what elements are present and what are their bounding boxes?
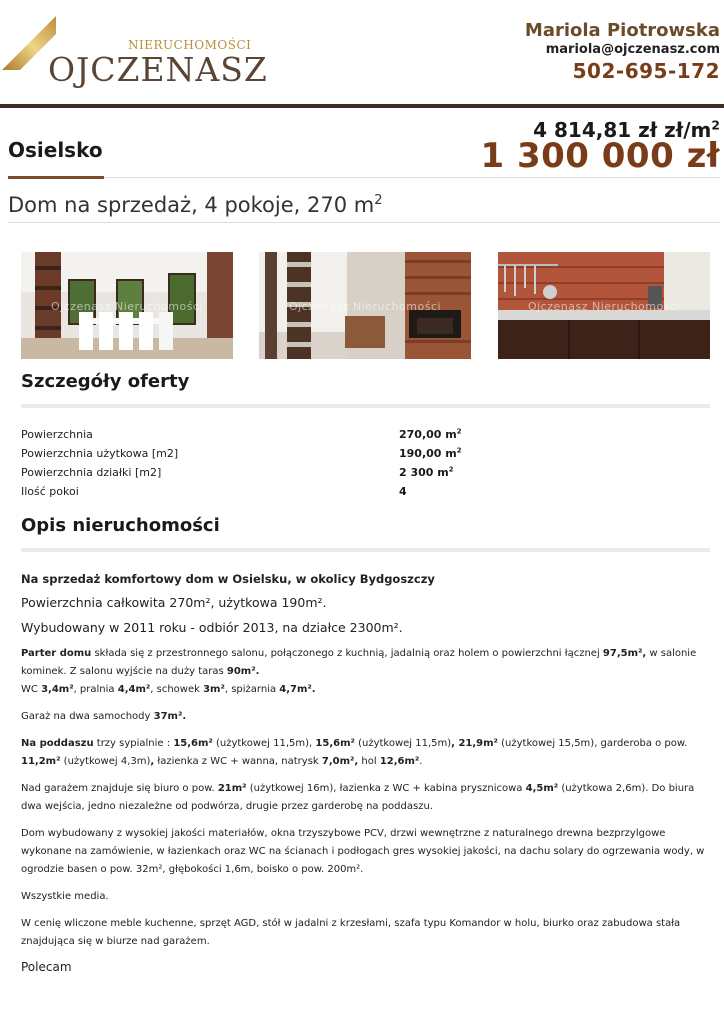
- text-run: hol: [358, 756, 380, 767]
- text-run: (użytkowej 15,5m), garderoba o pow.: [497, 738, 688, 749]
- detail-value-text: 190,00 m: [399, 447, 457, 460]
- detail-row-rooms: [21, 483, 710, 502]
- detail-value-exponent: 2: [448, 465, 454, 474]
- description-furniture: W cenię wliczone meble kuchenne, sprzęt AGD, stół w jadalni z krzesłami, szafa typu Komandor w holu, biurko oraz zabudowa stała znajdująca się w biurze nad garażem.: [21, 918, 681, 947]
- listing-subtitle: [8, 193, 383, 217]
- logo-title: OJCZENASZ: [48, 50, 268, 89]
- description-lead: Na sprzedaż komfortowy dom w Osielsku, w okolicy Bydgoszczy: [21, 572, 435, 586]
- text-run-bold: 4,7m².: [279, 684, 316, 695]
- text-run-bold: , 21,9m²: [451, 738, 498, 749]
- listing-city: Osielsko: [8, 138, 103, 162]
- photo-watermark: Ojczenasz Nieruchomości: [527, 300, 681, 313]
- photo-watermark: Ojczenasz Nieruchomości: [50, 300, 204, 313]
- detail-value-text: 4: [399, 485, 407, 498]
- listing-subtitle-text: Dom na sprzedaż, 4 pokoje, 270 m: [8, 193, 375, 217]
- city-underline: [8, 176, 104, 179]
- text-run: łazienka z WC + wanna, natrysk: [154, 756, 322, 767]
- garage-area: 37m².: [153, 711, 187, 722]
- photo-dining-room[interactable]: [21, 252, 233, 359]
- text-run-bold: 7,0m²: [321, 756, 355, 767]
- details-table: [21, 426, 710, 502]
- ground-floor-area: 97,5m²,: [602, 648, 647, 659]
- text-run-bold: ,: [354, 756, 359, 767]
- agent-name: Mariola Piotrowska: [524, 20, 720, 41]
- detail-row-plot-area: [21, 464, 710, 483]
- agent-contact: [525, 20, 720, 84]
- detail-value: [399, 447, 462, 460]
- text-run-bold: 12,6m²: [379, 756, 420, 767]
- logo-subtitle: NIERUCHOMOŚCI: [128, 38, 252, 52]
- description-closing: Polecam: [21, 960, 72, 974]
- detail-row-area: [21, 426, 710, 445]
- agent-email-link[interactable]: mariola@ojczenasz.com: [545, 42, 720, 57]
- detail-value: [399, 466, 454, 479]
- text-run: (użytkowej 16m), łazienka z WC + kabina prysznicowa: [246, 783, 526, 794]
- header-divider: [0, 104, 724, 108]
- description-built-line: Wybudowany w 2011 roku - odbiór 2013, na działce 2300m².: [21, 620, 403, 635]
- description-ground-floor: [21, 645, 713, 681]
- text-run: , spiżarnia: [224, 684, 280, 695]
- description-utility-rooms: [21, 681, 713, 699]
- description-materials: Dom wybudowany z wysokiej jakości materiałów, okna trzyszybowe PCV, drzwi wewnętrzne z naturalnego drewna bezprzylgowe wykonane na zamówienie, w łazienkach oraz WC na ścianach i podłogach gres wysokiej jakości, na dachu solary do ogrzewania wody, w ogrodzie basen o pow. 32m², głębokości 1,6m, boisko o pow. 200m².: [21, 828, 705, 875]
- detail-value-text: 270,00 m: [399, 428, 457, 441]
- text-run: (użytkowa 2,6m). Do biura dwa wejścia, jedno niezależne od podwórza, drugie przez garderobę na poddaszu.: [21, 783, 695, 812]
- description-media: Wszystkie media.: [21, 891, 109, 902]
- detail-value: [399, 428, 462, 441]
- agent-phone-link[interactable]: 502-695-172: [572, 59, 720, 83]
- text-run: Nad garażem znajduje się biuro o pow.: [21, 783, 218, 794]
- text-run: .: [419, 756, 423, 767]
- text-run-bold: 3,4m²: [41, 684, 74, 695]
- city-divider: [104, 177, 720, 178]
- detail-row-usable-area: [21, 445, 710, 464]
- listing-price: 1 300 000 zł: [480, 136, 720, 176]
- text-run-bold: 4,4m²: [117, 684, 151, 695]
- text-run: (użytkowej 11,5m): [354, 738, 452, 749]
- listing-subtitle-exponent: 2: [374, 193, 383, 208]
- details-section-divider: [21, 404, 710, 408]
- description-body: [21, 572, 713, 974]
- attic-heading: Na poddaszu: [21, 738, 94, 749]
- description-attic: [21, 735, 713, 771]
- text-run: , schowek: [150, 684, 204, 695]
- text-run: WC: [21, 684, 42, 695]
- photo-watermark: Ojczenasz Nieruchomości: [288, 300, 442, 313]
- text-run-bold: ,: [150, 756, 155, 767]
- text-run-bold: 3m²: [203, 684, 225, 695]
- text-run: , pralnia: [73, 684, 118, 695]
- text-run: (użytkowej 11,5m),: [212, 738, 316, 749]
- text-run: trzy sypialnie :: [93, 738, 174, 749]
- ground-floor-text: składa się z przestronnego salonu, połączonego z kuchnią, jadalnią oraz holem o powierzchni łącznej: [91, 648, 603, 659]
- subtitle-divider: [8, 222, 720, 223]
- detail-value-text: 2 300 m: [399, 466, 449, 479]
- ground-floor-heading: Parter domu: [21, 648, 92, 659]
- text-run-bold: 21m²: [217, 783, 247, 794]
- description-section-title: Opis nieruchomości: [21, 515, 220, 536]
- description-section-divider: [21, 548, 710, 552]
- details-section-title: Szczegóły oferty: [21, 371, 190, 392]
- detail-value: [399, 485, 407, 498]
- text-run-bold: 15,6m²: [173, 738, 213, 749]
- description-office: [21, 780, 713, 816]
- photo-fireplace[interactable]: [259, 252, 471, 359]
- photo-kitchen[interactable]: [498, 252, 710, 359]
- text-run-bold: 11,2m²: [21, 756, 61, 767]
- price-per-m2-value: 4 814,81 zł zł/m: [533, 118, 712, 142]
- terrace-area: 90m².: [226, 666, 260, 677]
- text-run-bold: 4,5m²: [525, 783, 559, 794]
- page-header: [0, 0, 724, 108]
- text-run-bold: 15,6m²: [315, 738, 355, 749]
- text-run: (użytkowej 4,3m): [60, 756, 151, 767]
- description-area-line: Powierzchnia całkowita 270m², użytkowa 190m².: [21, 595, 327, 610]
- description-garage: [21, 708, 713, 726]
- detail-value-exponent: 2: [456, 427, 462, 436]
- detail-label: Ilość pokoi: [21, 485, 79, 498]
- detail-label: Powierzchnia działki [m2]: [21, 466, 162, 479]
- ground-floor-text-2: w salonie kominek. Z salonu wyjście na duży taras: [21, 648, 697, 677]
- detail-label: Powierzchnia: [21, 428, 93, 441]
- company-logo[interactable]: [0, 10, 268, 96]
- detail-label: Powierzchnia użytkowa [m2]: [21, 447, 179, 460]
- price-per-m2-exponent: 2: [711, 117, 720, 133]
- detail-value-exponent: 2: [456, 446, 462, 455]
- garage-text: Garaż na dwa samochody: [21, 711, 154, 722]
